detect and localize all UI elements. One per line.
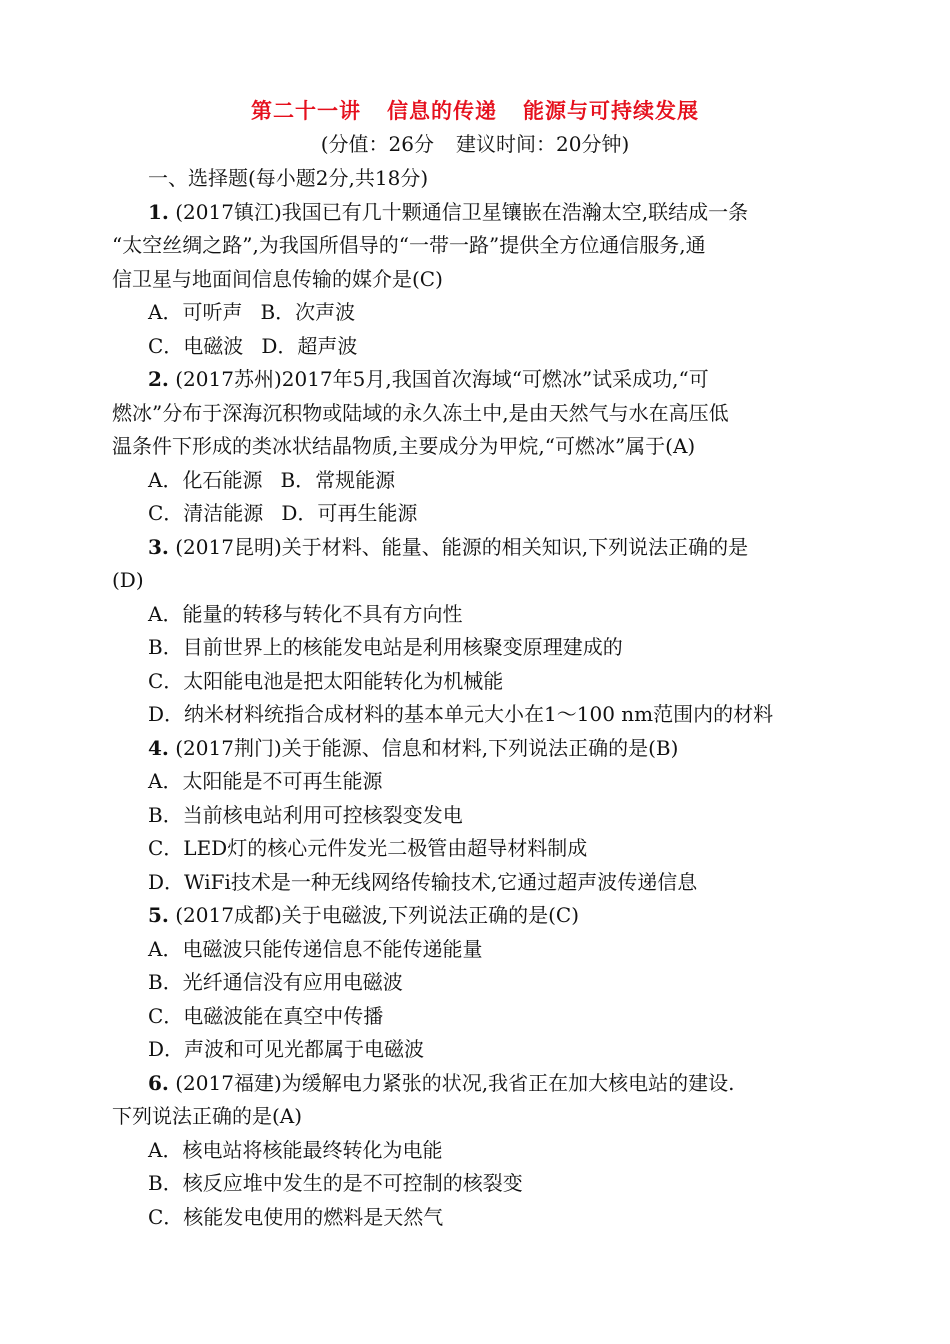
option: A．可听声	[148, 300, 243, 324]
option: D．声波和可见光都属于电磁波	[148, 1037, 425, 1061]
question-number: 1.	[148, 199, 169, 224]
option: A．核电站将核能最终转化为电能	[148, 1137, 443, 1162]
question-text: (D)	[112, 568, 144, 592]
question-number: 4.	[148, 735, 169, 760]
question-number: 2.	[148, 367, 169, 391]
page-title	[0, 96, 950, 126]
title-topic-energy: 能源与可持续发展	[523, 99, 699, 123]
question-text: (2017荆门)关于能源、信息和材料,下列说法正确的是(B)	[175, 735, 679, 760]
option: C．核能发电使用的燃料是天然气	[148, 1204, 444, 1229]
question	[112, 732, 842, 900]
option: B．光纤通信没有应用电磁波	[148, 970, 403, 994]
question-text: “太空丝绸之路”,为我国所倡导的“一带一路”提供全方位通信服务,通	[112, 233, 706, 257]
option: B．核反应堆中发生的是不可控制的核裂变	[148, 1171, 523, 1195]
question-text: (2017成都)关于电磁波,下列说法正确的是(C)	[175, 903, 580, 927]
question	[112, 899, 842, 1067]
title-topic-info: 信息的传递	[387, 99, 497, 123]
option: B．常规能源	[280, 467, 396, 492]
title-lecture: 第二十一讲	[251, 99, 361, 123]
option: A．太阳能是不可再生能源	[148, 769, 383, 793]
option: C．清洁能源	[148, 501, 264, 525]
page-subtitle	[0, 130, 950, 158]
question-text: 燃冰”分布于深海沉积物或陆域的永久冻土中,是由天然气与水在高压低	[112, 400, 729, 425]
question-number: 5.	[148, 903, 169, 927]
question-text: (2017福建)为缓解电力紧张的状况,我省正在加大核电站的建设.	[175, 1070, 735, 1095]
option: D．WiFi技术是一种无线网络传输技术,它通过超声波传递信息	[148, 869, 698, 894]
question	[112, 1067, 842, 1235]
option-row	[112, 330, 842, 364]
section-heading: 一、选择题(每小题2分,共18分)	[148, 166, 429, 190]
question-text: 温条件下形成的类冰状结晶物质,主要成分为甲烷,“可燃冰”属于(A)	[112, 434, 696, 458]
option: C．电磁波能在真空中传播	[148, 1003, 384, 1028]
option: C．LED灯的核心元件发光二极管由超导材料制成	[148, 836, 588, 860]
question	[112, 531, 842, 732]
question-text: (2017镇江)我国已有几十颗通信卫星镶嵌在浩瀚太空,联结成一条	[175, 199, 749, 224]
option: C．太阳能电池是把太阳能转化为机械能	[148, 668, 504, 693]
question-text: (2017苏州)2017年5月,我国首次海域“可燃冰”试采成功,“可	[175, 367, 709, 391]
question-list	[112, 162, 842, 1234]
option: C．电磁波	[148, 333, 244, 358]
option: D．可再生能源	[281, 501, 418, 525]
option: A．化石能源	[148, 467, 263, 492]
question-number: 6.	[148, 1070, 169, 1095]
option: B．次声波	[260, 300, 356, 324]
option: D．纳米材料统指合成材料的基本单元大小在1～100 nm范围内的材料	[148, 702, 774, 726]
option: A．能量的转移与转化不具有方向性	[148, 601, 463, 626]
option: B．目前世界上的核能发电站是利用核聚变原理建成的	[148, 635, 623, 659]
option-row	[112, 464, 842, 498]
option-row	[112, 296, 842, 330]
option: A．电磁波只能传递信息不能传递能量	[148, 936, 483, 961]
question-number: 3.	[148, 534, 169, 559]
question-text: (2017昆明)关于材料、能量、能源的相关知识,下列说法正确的是	[175, 534, 749, 559]
time-text: 建议时间：20分钟)	[456, 132, 630, 156]
question-text: 信卫星与地面间信息传输的媒介是(C)	[112, 266, 443, 291]
question	[112, 196, 842, 364]
option-row	[112, 497, 842, 531]
score-text: (分值：26分	[320, 132, 434, 156]
question-text: 下列说法正确的是(A)	[112, 1104, 303, 1128]
option: B．当前核电站利用可控核裂变发电	[148, 802, 463, 827]
question	[112, 363, 842, 531]
option: D．超声波	[261, 333, 358, 358]
